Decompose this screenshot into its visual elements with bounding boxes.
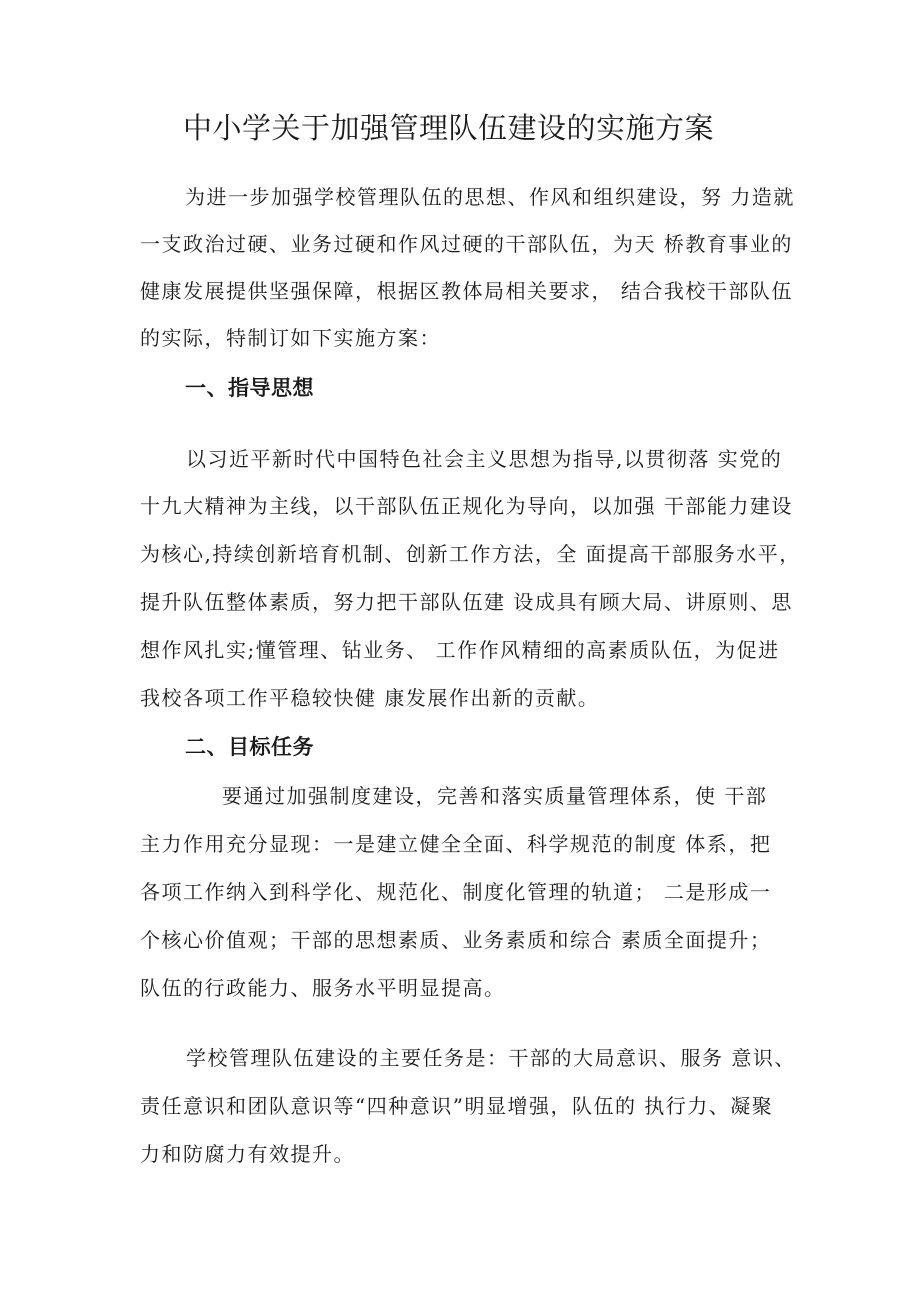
paragraph-1-line: 的实际，特制订如下实施方案： [140,326,441,350]
paragraph-2-line: 以习近平新时代中国特色社会主义思想为指导,以贯彻落 实党的 [186,447,783,471]
document-title: 中小学关于加强管理队伍建设的实施方案 [183,111,715,145]
paragraph-1-line: 健康发展提供坚强保障，根据区教体局相关要求， 结合我校干部队伍 [140,279,793,303]
paragraph-1-line: 为进一步加强学校管理队伍的思想、作风和组织建设，努 力造就 [185,185,795,209]
paragraph-3-line: 个核心价值观；干部的思想素质、业务素质和综合 素质全面提升； [140,928,772,952]
paragraph-1-line: 一支政治过硬、业务过硬和作风过硬的干部队伍，为天 桥教育事业的 [140,232,793,256]
paragraph-2-line: 提升队伍整体素质，努力把干部队伍建 设成具有顾大局、讲原则、思 [140,590,793,614]
paragraph-2-line: 十九大精神为主线，以干部队伍正规化为导向，以加强 干部能力建设 [140,494,793,518]
paragraph-3-line: 主力作用充分显现：一是建立健全全面、科学规范的制度 体系，把 [140,832,772,856]
paragraph-3-line: 队伍的行政能力、服务水平明显提高。 [140,976,506,1000]
paragraph-2-line: 为核心,持续创新培育机制、创新工作方法，全 面提高干部服务水平， [140,542,801,566]
section-heading-goals-tasks: 二、目标任务 [185,735,314,759]
paragraph-3-line: 要通过加强制度建设，完善和落实质量管理体系，使 干部 [222,784,768,808]
section-heading-guiding-ideology: 一、指导思想 [185,376,314,400]
paragraph-4-line: 力和防腐力有效提升。 [140,1142,355,1166]
paragraph-2-line: 我校各项工作平稳较快健 康发展作出新的贡献。 [140,686,600,710]
paragraph-4-line: 责任意识和团队意识等“四种意识”明显增强，队伍的 执行力、凝聚 [140,1094,774,1118]
paragraph-2-line: 想作风扎实;懂管理、钻业务、 工作作风精细的高素质队伍，为促进 [140,638,780,662]
paragraph-4-line: 学校管理队伍建设的主要任务是：干部的大局意识、服务 意识、 [186,1046,796,1070]
paragraph-3-line: 各项工作纳入到科学化、规范化、制度化管理的轨道； 二是形成一 [140,880,772,904]
